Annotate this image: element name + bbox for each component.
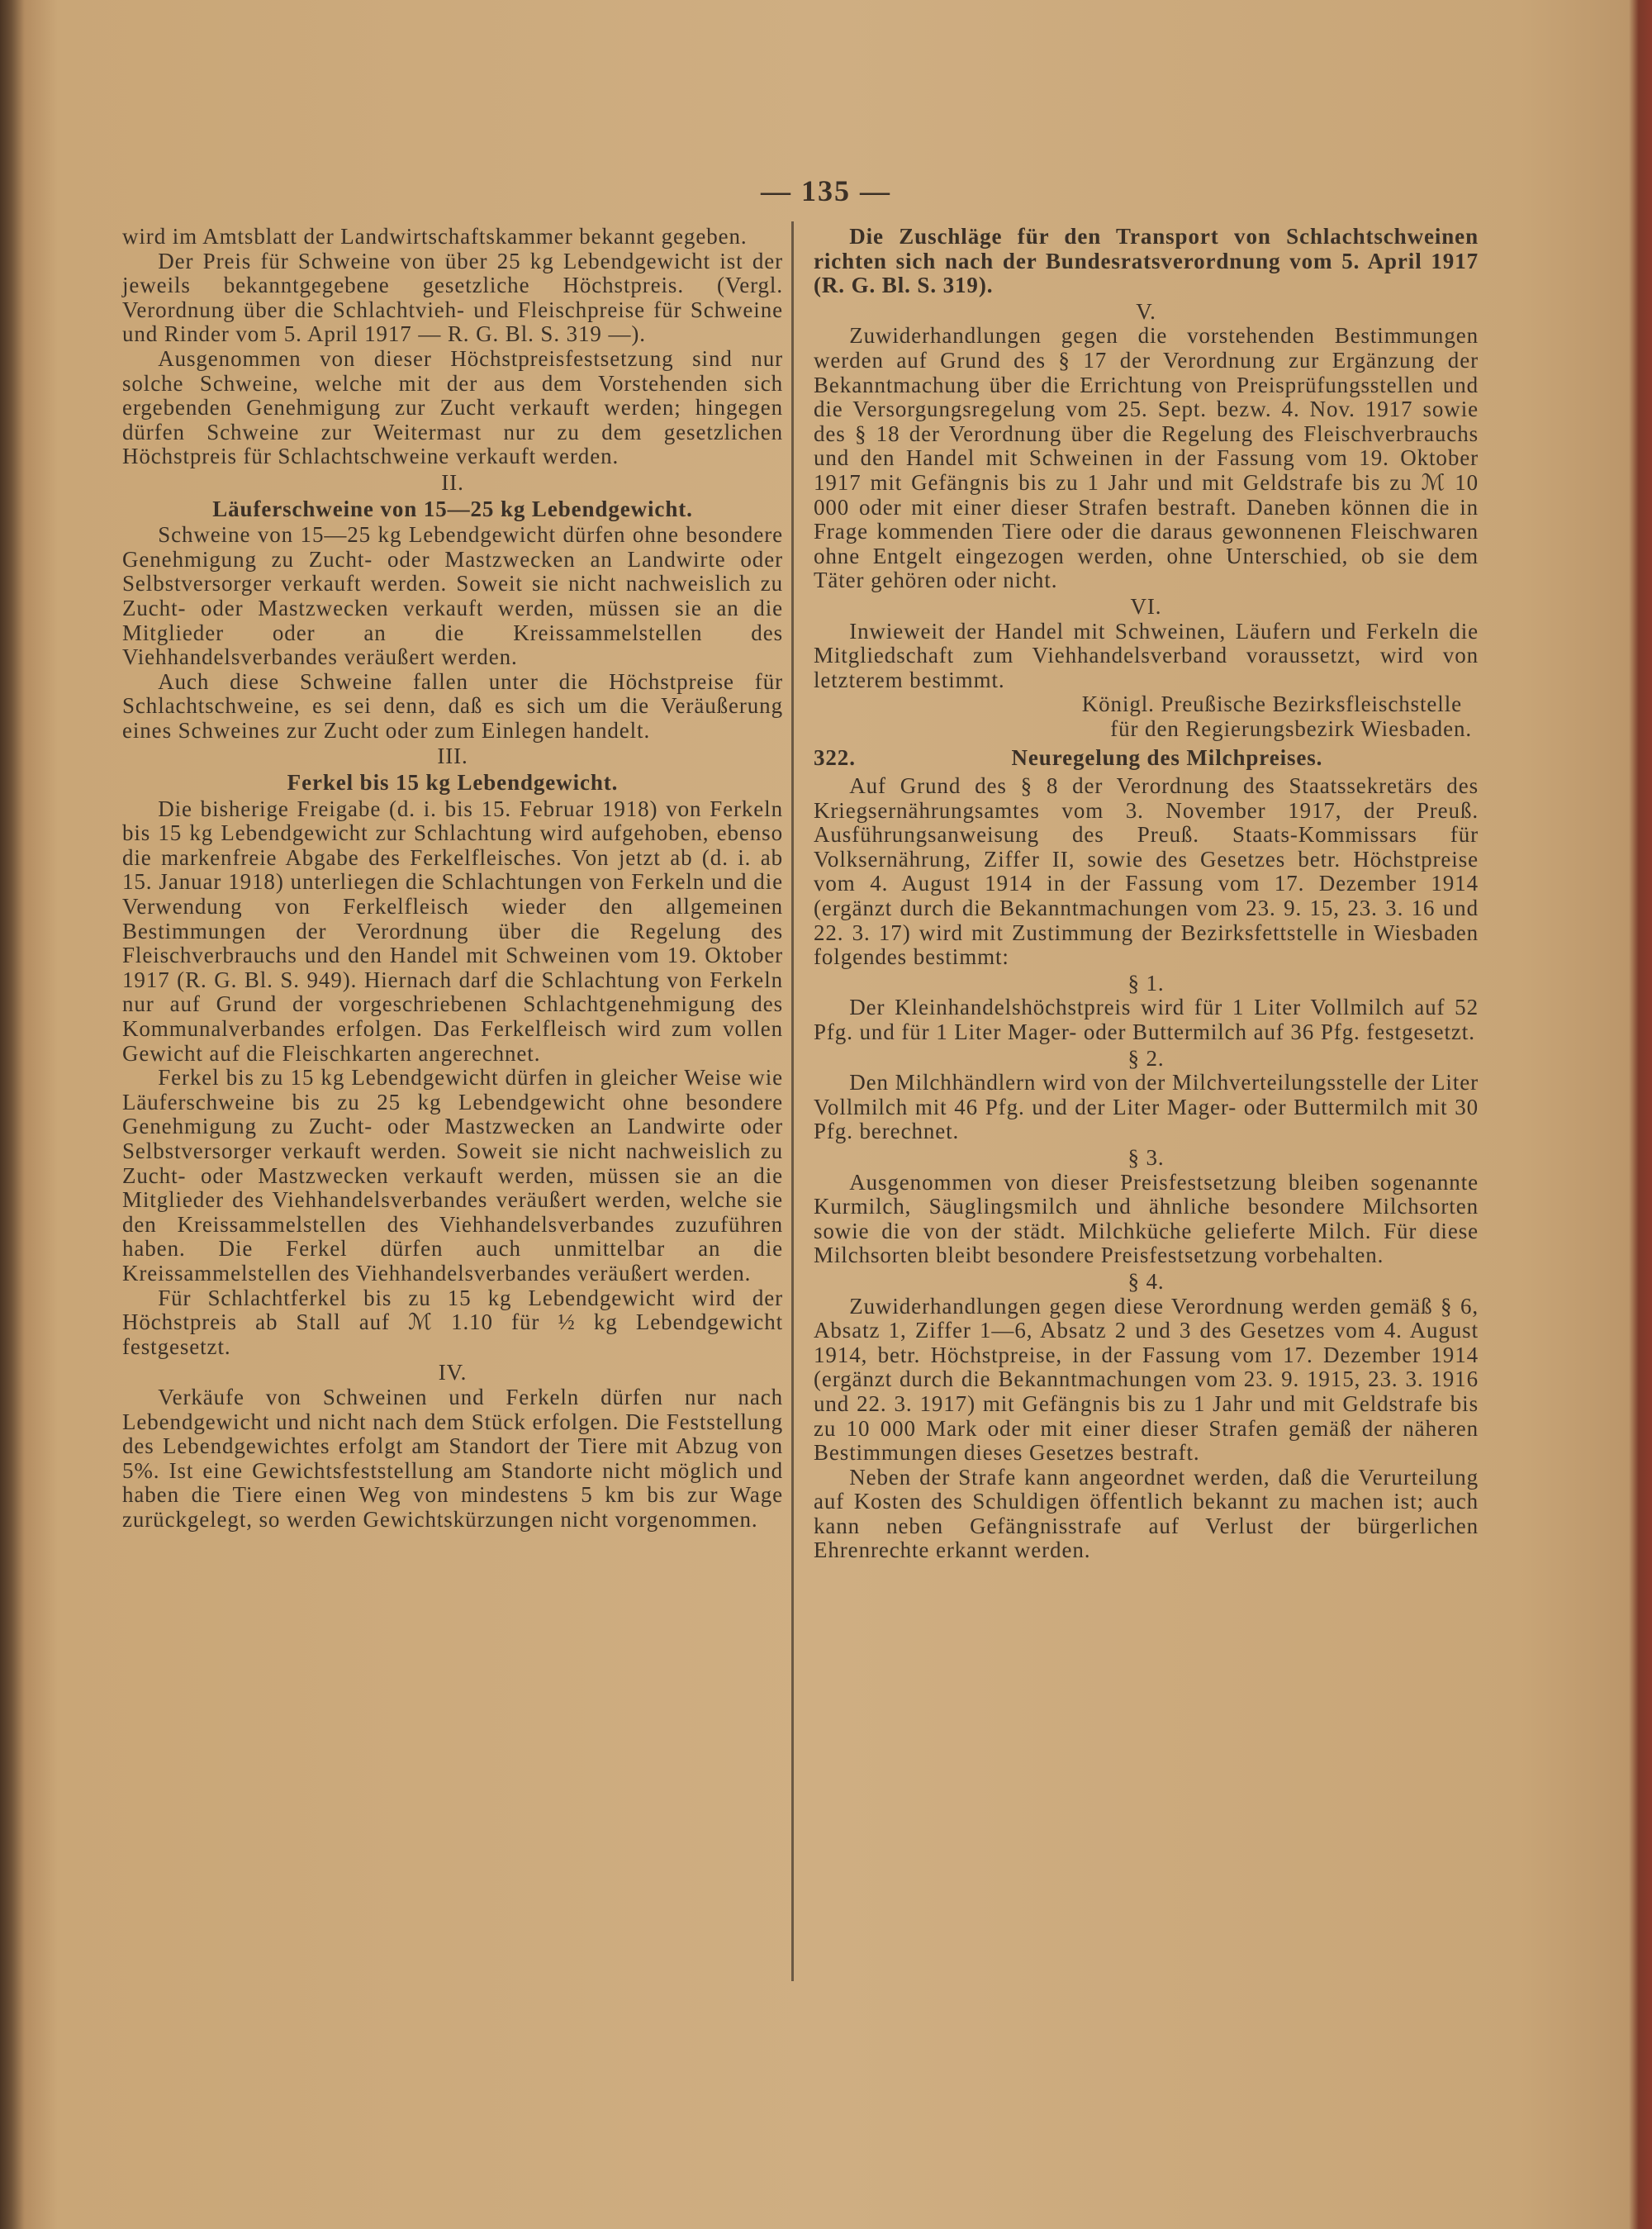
section-number: III. [437,744,468,769]
signature-line: Königl. Preußische Bezirksfleischstelle [1081,692,1462,717]
left-column [122,225,783,1532]
section-number: § 4. [1127,1268,1165,1294]
article-title: Neuregelung des Milchpreises. [1011,745,1323,771]
paragraph: Der Preis für Schweine von über 25 kg Lebendgewicht ist der jeweils bekanntgegebene gesetzliche Höchstpreis. (Vergl. Verordnung über die Schlachtvieh- und Fleischpreise für Schweine und Rinder vom 5. April 1917 — R. G. Bl. S. 319 —). [122,248,783,347]
section-number: § 3. [1127,1144,1165,1170]
section-number: § 1. [1127,970,1165,996]
paragraph: Auf Grund des § 8 der Verordnung des Staatssekretärs des Kriegsernährungsamtes vom 3. November 1917, der Preuß. Ausführungsanweisung des Preuß. Staats-Kommissars für Volksernährung, Ziffer II, sowie des Gesetzes betr. Höchstpreise vom 4. August 1914 in der Fassung vom 17. Dezember 1914 (ergänzt durch die Bekanntmachungen vom 23. 9. 15, 23. 3. 16 und 22. 3. 17) wird mit Zustimmung der Bezirksfettstelle in Wiesbaden folgendes bestimmt: [814,773,1479,970]
section-number: II. [441,469,464,495]
paragraph: Den Milchhändlern wird von der Milchverteilungsstelle der Liter Vollmilch mit 46 Pfg. und der Liter Mager- oder Buttermilch mit 30 Pfg. berechnet. [814,1070,1479,1144]
page-number: — 135 — [761,174,891,207]
paragraph: Die bisherige Freigabe (d. i. bis 15. Februar 1918) von Ferkeln bis 15 kg Lebendgewicht zur Schlachtung wird aufgehoben, ebenso die markenfreie Abgabe des Ferkelfleisches. Von jetzt ab (d. i. ab 15. Januar 1918) unterliegen die Schlachtungen von Ferkeln und die Verwendung von Ferkelfleisch wieder den allgemeinen Bestimmungen der Verordnung über die Regelung des Fleischverbrauchs und den Handel mit Schweinen vom 19. Oktober 1917 (R. G. Bl. S. 949). Hiernach darf die Schlachtung von Ferkeln nur auf Grund der vorgeschriebenen Schlachtgenehmigung des Kommunalverbandes erfolgen. Das Ferkelfleisch wird zum vollen Gewicht auf die Fleischkarten angerechnet. [122,796,783,1066]
paragraph: Ferkel bis zu 15 kg Lebendgewicht dürfen in gleicher Weise wie Läuferschweine bis zu 25 kg Lebendgewicht ohne besondere Genehmigung zu Zucht- oder Mastzwecken an Landwirte oder Selbstversorger verkauft werden. Soweit sie nicht nachweislich zu Zucht- oder Mastzwecken verkauft werden, müssen sie an die Mitglieder des Viehhandelsverbandes veräußert werden, welche sie den Kreissammelstellen des Viehhandelsverbandes zuzuführen haben. Die Ferkel dürfen auch unmittelbar an die Kreissammelstellen des Viehhandelsverbandes veräußert werden. [122,1065,783,1286]
signature-line: für den Regierungsbezirk Wiesbaden. [1110,715,1472,741]
column-divider [791,221,794,1981]
section-heading: Ferkel bis 15 kg Lebendgewicht. [287,770,619,796]
section-number: VI. [1130,593,1162,619]
article-number: 322. [814,745,856,771]
section-number: V. [1136,298,1156,324]
right-column [814,225,1479,1563]
section-number: § 2. [1127,1045,1165,1071]
paragraph-continuation: wird im Amtsblatt der Landwirtschaftskammer bekannt gegeben. [122,224,748,249]
paragraph: Für Schlachtferkel bis zu 15 kg Lebendgewicht wird der Höchstpreis ab Stall auf ℳ 1.10 für ½ kg Lebendgewicht festgesetzt. [122,1285,783,1359]
paragraph: Zuwiderhandlungen gegen die vorstehenden Bestimmungen werden auf Grund des § 17 der Verordnung zur Ergänzung der Bekanntmachung über die Errichtung von Preisprüfungsstellen und die Versorgungsregelung vom 25. Sept. bezw. 4. Nov. 1917 sowie des § 18 der Verordnung über die Regelung des Fleischverbrauchs und den Handel mit Schweinen in der Fassung vom 19. Oktober 1917 mit Gefängnis bis zu 1 Jahr und mit Geldstrafe bis zu ℳ 10 000 oder mit einer dieser Strafen bestraft. Daneben können die in Frage kommenden Tiere oder die daraus gewonnenen Fleischwaren ohne Entgelt eingezogen werden, ohne Unterschied, ob sie dem Täter gehören oder nicht. [814,323,1479,593]
paragraph: Schweine von 15—25 kg Lebendgewicht dürfen ohne besondere Genehmigung zu Zucht- oder Mastzwecken an Landwirte oder Selbstversorger verkauft werden. Soweit sie nicht nachweislich zu Zucht- oder Mastzwecken verkauft werden, müssen sie an die Mitglieder oder an die Kreissammelstellen des Viehhandelsverbandes veräußert werden. [122,522,783,670]
paragraph: Ausgenommen von dieser Höchstpreisfestsetzung sind nur solche Schweine, welche mit der aus dem Vorstehenden sich ergebenden Genehmigung zur Zucht verkauft werden; hingegen dürfen Schweine zur Weitermast nur zu dem gesetzlichen Höchstpreis für Schlachtschweine verkauft werden. [122,345,783,469]
section-heading: Läuferschweine von 15—25 kg Lebendgewicht. [212,496,693,521]
paragraph: Der Kleinhandelshöchstpreis wird für 1 Liter Vollmilch auf 52 Pfg. und für 1 Liter Mager- oder Buttermilch auf 36 Pfg. festgesetzt. [814,995,1479,1044]
paragraph: Zuwiderhandlungen gegen diese Verordnung werden gemäß § 6, Absatz 1, Ziffer 1—6, Absatz 2 und 3 des Gesetzes vom 4. August 1914, betr. Höchstpreise, in der Fassung vom 17. Dezember 1914 (ergänzt durch die Bekanntmachungen vom 23. 9. 1915, 23. 3. 1916 und 22. 3. 1917) mit Gefängnis bis zu 1 Jahr und mit Geldstrafe bis zu 10 000 Mark oder mit einer dieser Strafen gemäß der näheren Bestimmungen dieses Gesetzes bestraft. [814,1293,1479,1466]
paragraph: Inwieweit der Handel mit Schweinen, Läufern und Ferkeln die Mitgliedschaft zum Viehhandelsverband voraussetzt, wird von letzterem bestimmt. [814,618,1479,692]
section-number: IV. [438,1360,468,1385]
article-heading [814,746,1479,771]
paragraph: Verkäufe von Schweinen und Ferkeln dürfen nur nach Lebendgewicht und nicht nach dem Stück erfolgen. Die Feststellung des Lebendgewichtes erfolgt am Standort der Tiere mit Abzug von 5%. Ist eine Gewichtsfeststellung am Standorte nicht möglich und haben die Tiere einen Weg von mindestens 5 km bis zur Wage zurückgelegt, so werden Gewichtskürzungen nicht vorgenommen. [122,1384,783,1532]
paragraph: Die Zuschläge für den Transport von Schlachtschweinen richten sich nach der Bundesratsverordnung vom 5. April 1917 (R. G. Bl. S. 319). [814,224,1479,298]
paragraph: Neben der Strafe kann angeordnet werden, daß die Verurteilung auf Kosten des Schuldigen öffentlich bekannt zu machen ist; auch kann neben Gefängnisstrafe auf Verlust der bürgerlichen Ehrenrechte erkannt werden. [814,1464,1479,1563]
paragraph: Ausgenommen von dieser Preisfestsetzung bleiben sogenannte Kurmilch, Säuglingsmilch und ähnliche besondere Milchsorten sowie die von der städt. Milchküche gelieferte Milch. Für diese Milchsorten bleibt besondere Preisfestsetzung vorbehalten. [814,1169,1479,1268]
paragraph: Auch diese Schweine fallen unter die Höchstpreise für Schlachtschweine, es sei denn, daß es sich um die Veräußerung eines Schweines zur Zucht oder zum Einlegen handelt. [122,668,783,743]
